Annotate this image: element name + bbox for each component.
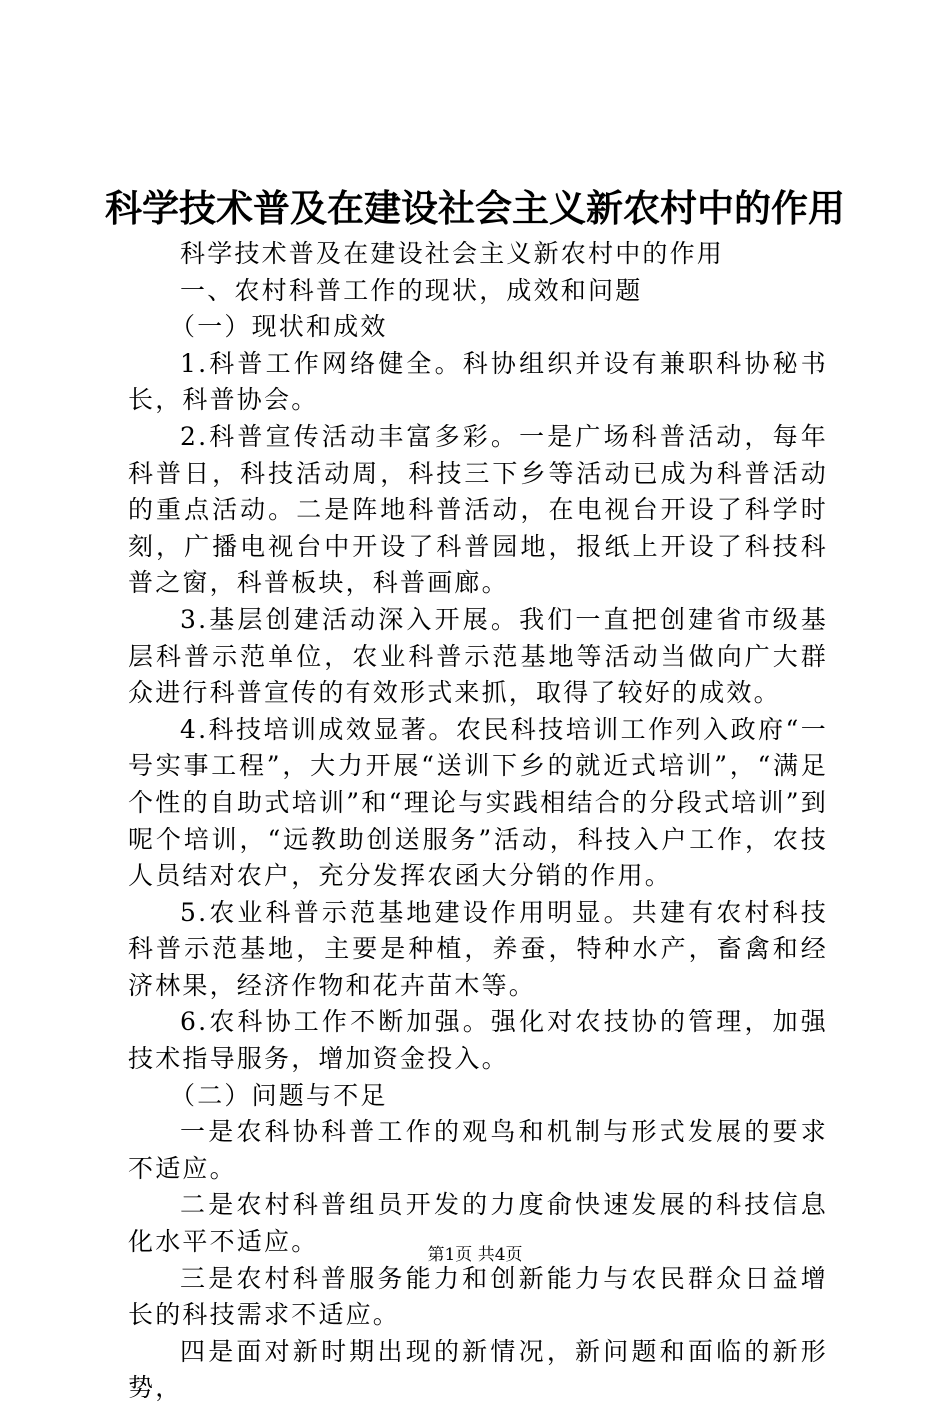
paragraph-item-6: 6.农科协工作不断加强。强化对农技协的管理，加强技术指导服务，增加资金投入。 bbox=[128, 1007, 828, 1074]
paragraph-subsection-heading: （一）现状和成效 bbox=[170, 312, 388, 342]
paragraph-item-2: 2.科普宣传活动丰富多彩。一是广场科普活动，每年科普日，科技活动周，科技三下乡等活动已成为科普活动的重点活动。二是阵地科普活动，在电视台开设了科学时刻，广播电视台中开设了科普园地，报纸上开设了科技科普之窗，科普板块，科普画廊。 bbox=[128, 421, 828, 598]
paragraph-section-heading: 一、农村科普工作的现状，成效和问题 bbox=[180, 275, 643, 305]
paragraph-problem-4: 四是面对新时期出现的新情况，新问题和面临的新形势， bbox=[128, 1336, 828, 1403]
paragraph-subtitle: 科学技术普及在建设社会主义新农村中的作用 bbox=[180, 239, 725, 268]
paragraph-item-4: 4.科技培训成效显著。农民科技培训工作列入政府“一号实事工程”，大力开展“送训下乡的就近式培训”，“满足个性的自助式培训”和“理论与实践相结合的分段式培训”到呢个培训，“远教助创送服务”活动，科技入户工作，农技人员结对农户，充分发挥农函大分销的作用。 bbox=[128, 714, 828, 891]
document-body bbox=[128, 236, 828, 1407]
page-title: 科学技术普及在建设社会主义新农村中的作用 bbox=[105, 187, 845, 230]
paragraph-subsection-heading: （二）问题与不足 bbox=[170, 1080, 388, 1110]
paragraph-problem-2: 二是农村科普组员开发的力度俞快速发展的科技信息化水平不适应。 bbox=[128, 1190, 828, 1257]
paragraph-problem-3: 三是农村科普服务能力和创新能力与农民群众日益增长的科技需求不适应。 bbox=[128, 1263, 828, 1330]
paragraph-item-1: 1.科普工作网络健全。科协组织并设有兼职科协秘书长，科普协会。 bbox=[128, 348, 828, 415]
paragraph-item-3: 3.基层创建活动深入开展。我们一直把创建省市级基层科普示范单位，农业科普示范基地等活动当做向广大群众进行科普宣传的有效形式来抓，取得了较好的成效。 bbox=[128, 604, 828, 708]
paragraph-problem-1: 一是农科协科普工作的观鸟和机制与形式发展的要求不适应。 bbox=[128, 1117, 828, 1183]
page-number-footer: 第1页 共4页 bbox=[427, 1245, 523, 1265]
paragraph-item-5: 5.农业科普示范基地建设作用明显。共建有农村科技科普示范基地，主要是种植，养蚕，特种水产，畜禽和经济林果，经济作物和花卉苗木等。 bbox=[128, 897, 828, 1000]
